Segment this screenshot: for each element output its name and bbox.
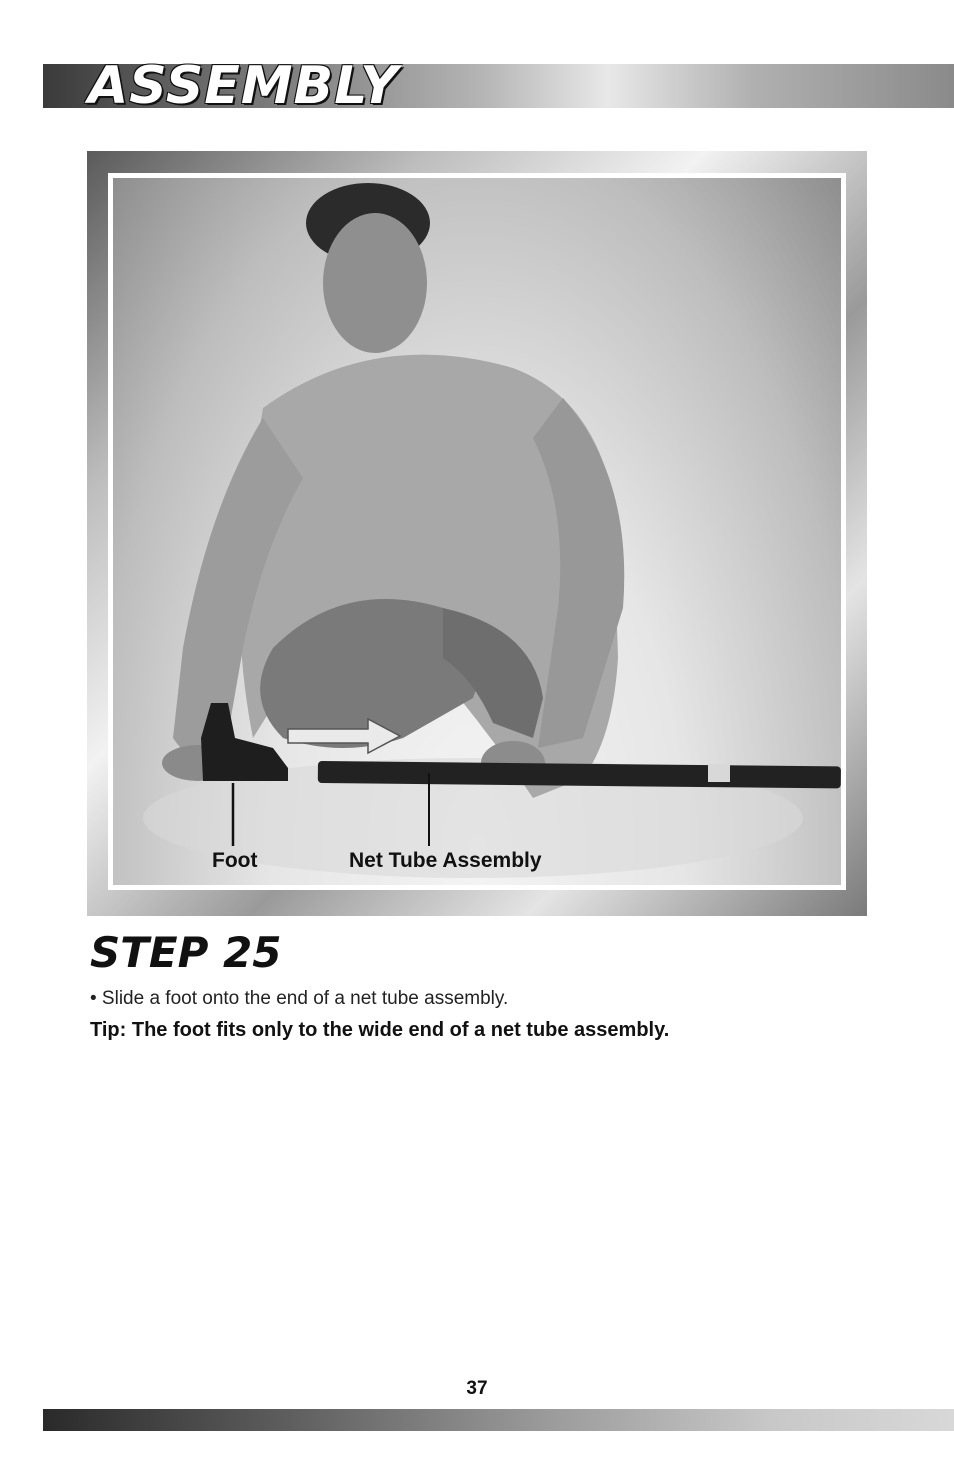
step-tip: Tip: The foot fits only to the wide end of a net tube assembly. bbox=[90, 1019, 670, 1041]
step-instruction: • Slide a foot onto the end of a net tube assembly. bbox=[90, 988, 509, 1009]
step-title: STEP 25 bbox=[90, 928, 282, 977]
assembly-photo bbox=[113, 178, 841, 885]
section-title: ASSEMBLY bbox=[88, 56, 399, 116]
person-kneeling-illustration bbox=[113, 178, 841, 885]
callout-foot: Foot bbox=[212, 849, 258, 872]
callout-net-tube-assembly: Net Tube Assembly bbox=[349, 849, 542, 872]
page-number: 37 bbox=[466, 1378, 488, 1399]
footer-bar bbox=[43, 1409, 954, 1431]
